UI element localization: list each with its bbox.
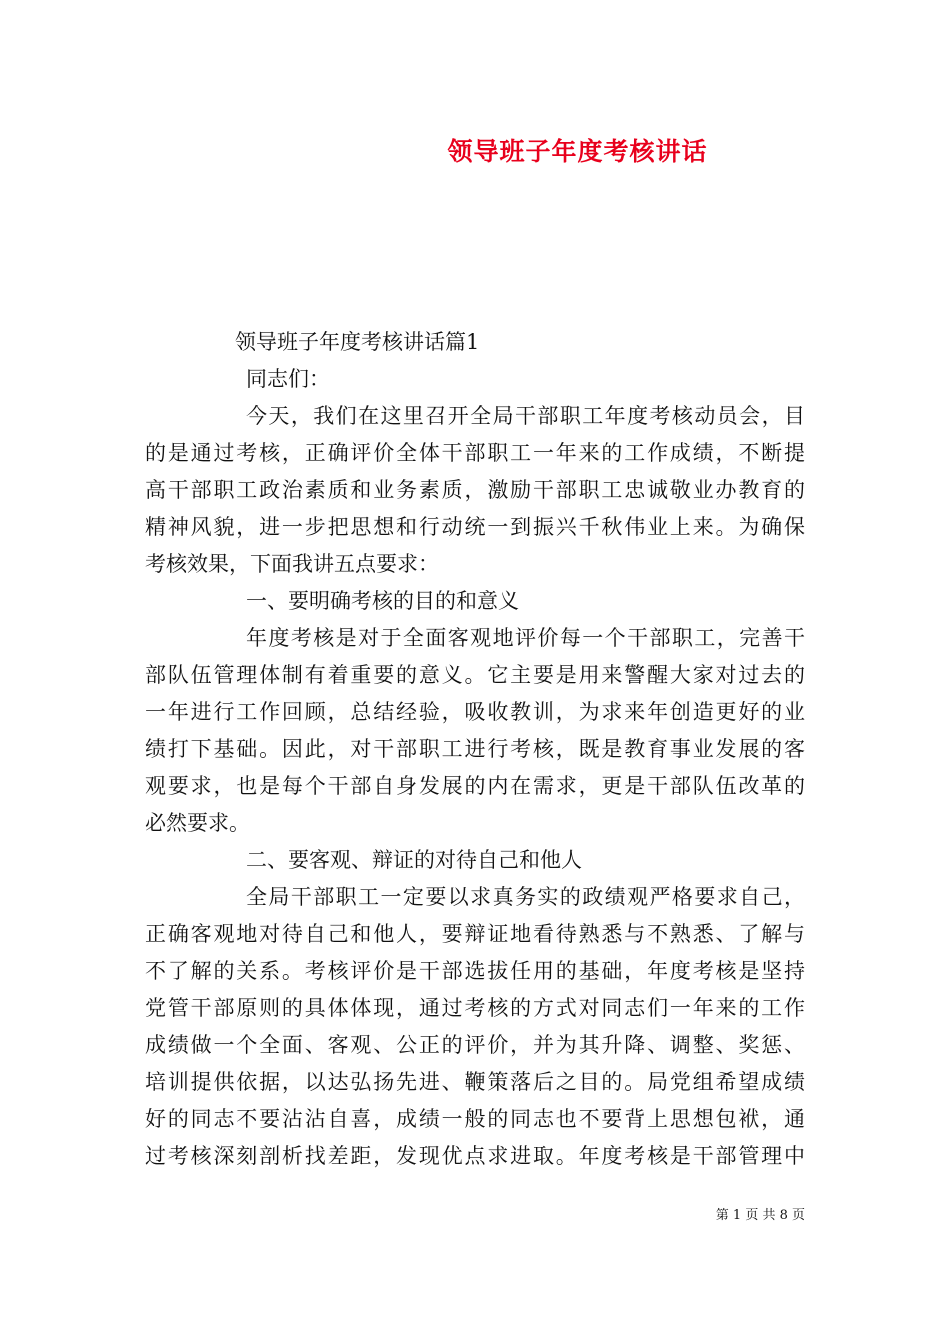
subtitle: 领导班子年度考核讲话篇1 bbox=[235, 330, 480, 354]
paragraph bbox=[145, 620, 805, 842]
paragraph bbox=[145, 398, 805, 583]
text-line: 的是通过考核，正确评价全体干部职工一年来的工作成绩，不断提 bbox=[145, 441, 805, 465]
text-line: 观要求，也是每个干部自身发展的内在需求，更是干部队伍改革的 bbox=[145, 774, 805, 798]
paragraph bbox=[145, 879, 805, 1175]
page-number: 第 1 页 共 8 页 bbox=[715, 1208, 805, 1223]
text-line: 一、要明确考核的目的和意义 bbox=[246, 589, 519, 613]
text-line: 好的同志不要沾沾自喜，成绩一般的同志也不要背上思想包袱，通 bbox=[145, 1107, 805, 1131]
text-line: 全局干部职工一定要以求真务实的政绩观严格要求自己， bbox=[246, 885, 805, 909]
text-line: 部队伍管理体制有着重要的意义。它主要是用来警醒大家对过去的 bbox=[145, 663, 805, 687]
text-line: 党管干部原则的具体体现，通过考核的方式对同志们一年来的工作 bbox=[145, 996, 805, 1020]
text-line: 必然要求。 bbox=[145, 811, 250, 835]
text-line: 一年进行工作回顾，总结经验，吸收教训，为求来年创造更好的业 bbox=[145, 700, 805, 724]
text-line: 过考核深刻剖析找差距，发现优点求进取。年度考核是干部管理中 bbox=[145, 1144, 805, 1168]
text-line: 二、要客观、辩证的对待自己和他人 bbox=[246, 848, 582, 872]
paragraphs bbox=[145, 398, 805, 1175]
greeting: 同志们： bbox=[246, 367, 330, 391]
document-title: 领导班子年度考核讲话 bbox=[447, 137, 708, 166]
text-line: 高干部职工政治素质和业务素质，激励干部职工忠诚敬业办教育的 bbox=[145, 478, 805, 502]
text-line: 精神风貌，进一步把思想和行动统一到振兴千秋伟业上来。为确保 bbox=[145, 515, 805, 539]
text-line: 考核效果，下面我讲五点要求： bbox=[145, 552, 439, 576]
text-line: 绩打下基础。因此，对干部职工进行考核，既是教育事业发展的客 bbox=[145, 737, 805, 761]
section-heading bbox=[145, 583, 805, 620]
text-line: 不了解的关系。考核评价是干部选拔任用的基础，年度考核是坚持 bbox=[145, 959, 805, 983]
text-line: 正确客观地对待自己和他人，要辩证地看待熟悉与不熟悉、了解与 bbox=[145, 922, 805, 946]
section-heading bbox=[145, 842, 805, 879]
text-line: 培训提供依据，以达弘扬先进、鞭策落后之目的。局党组希望成绩 bbox=[145, 1070, 805, 1094]
text-line: 成绩做一个全面、客观、公正的评价，并为其升降、调整、奖惩、 bbox=[145, 1033, 805, 1057]
text-line: 年度考核是对于全面客观地评价每一个干部职工，完善干 bbox=[246, 626, 805, 650]
document-body bbox=[145, 324, 805, 1175]
text-line: 今天，我们在这里召开全局干部职工年度考核动员会，目 bbox=[246, 404, 805, 428]
